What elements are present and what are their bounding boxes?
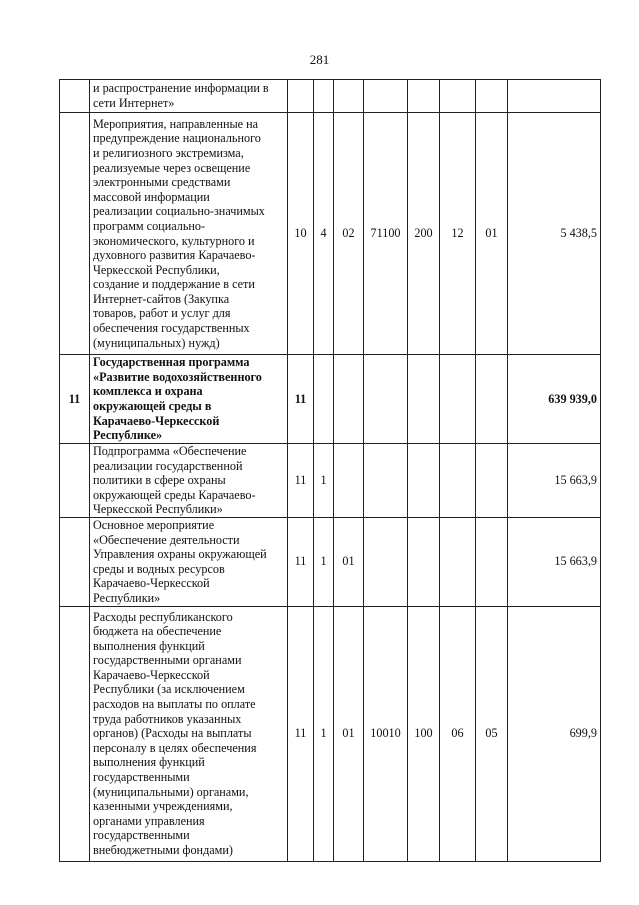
row-amount: 699,9 xyxy=(508,606,601,861)
code-column-7 xyxy=(476,355,508,444)
code-column-4 xyxy=(364,355,408,444)
code-column-7: 05 xyxy=(476,606,508,861)
code-column-2 xyxy=(314,355,334,444)
code-column-7 xyxy=(476,518,508,607)
page-number: 281 xyxy=(309,52,330,67)
code-column-4: 10010 xyxy=(364,606,408,861)
code-column-3 xyxy=(334,444,364,518)
row-number xyxy=(60,80,90,113)
code-column-4 xyxy=(364,444,408,518)
code-column-5 xyxy=(408,355,440,444)
code-column-2: 1 xyxy=(314,444,334,518)
code-column-3: 02 xyxy=(334,113,364,355)
row-number xyxy=(60,444,90,518)
row-number: 11 xyxy=(60,355,90,444)
code-column-5 xyxy=(408,444,440,518)
code-column-2 xyxy=(314,80,334,113)
row-amount: 15 663,9 xyxy=(508,518,601,607)
code-column-3: 01 xyxy=(334,518,364,607)
code-column-6 xyxy=(440,518,476,607)
code-column-6 xyxy=(440,80,476,113)
code-column-2: 1 xyxy=(314,606,334,861)
code-column-1: 11 xyxy=(288,355,314,444)
code-column-2: 1 xyxy=(314,518,334,607)
code-column-1 xyxy=(288,80,314,113)
code-column-6: 12 xyxy=(440,113,476,355)
row-amount: 5 438,5 xyxy=(508,113,601,355)
row-description: Подпрограмма «Обеспечение реализации государственной политики в сфере охраны окружающей среды Карачаево- Черкесской Республики» xyxy=(90,444,288,518)
code-column-6: 06 xyxy=(440,606,476,861)
row-description: Мероприятия, направленные на предупреждение национального и религиозного экстремизма, реализуемые через освещение электронными средствами массовой информации реализации социально-значимых программ социально- экономического, культурного и духовного развития Карачаево- Черкесской Республики, создание и поддержание в сети Интернет-сайтов (Закупка товаров, работ и услуг для обеспечения государственных (муниципальных) нужд) xyxy=(90,113,288,355)
code-column-5 xyxy=(408,518,440,607)
code-column-3 xyxy=(334,355,364,444)
code-column-7 xyxy=(476,80,508,113)
code-column-5: 100 xyxy=(408,606,440,861)
row-description: Основное мероприятие «Обеспечение деятельности Управления охраны окружающей среды и водных ресурсов Карачаево-Черкесской Республики» xyxy=(90,518,288,607)
code-column-5: 200 xyxy=(408,113,440,355)
table-row xyxy=(60,606,601,861)
code-column-1: 11 xyxy=(288,444,314,518)
code-column-3: 01 xyxy=(334,606,364,861)
row-description: Расходы республиканского бюджета на обеспечение выполнения функций государственными органами Карачаево-Черкесской Республики (за исключением расходов на выплаты по оплате труда работников указанных органов) (Расходы на выплаты персоналу в целях обеспечения выполнения функций государственными (муниципальными) органами, казенными учреждениями, органами управления государственными внебюджетными фондами) xyxy=(90,606,288,861)
code-column-4: 71100 xyxy=(364,113,408,355)
row-description: Государственная программа «Развитие водохозяйственного комплекса и охрана окружающей среды в Карачаево-Черкесской Республике» xyxy=(90,355,288,444)
row-description: и распространение информации в сети Интернет» xyxy=(90,80,288,113)
code-column-4 xyxy=(364,80,408,113)
budget-table xyxy=(59,79,601,862)
code-column-2: 4 xyxy=(314,113,334,355)
row-amount: 639 939,0 xyxy=(508,355,601,444)
code-column-6 xyxy=(440,444,476,518)
code-column-1: 10 xyxy=(288,113,314,355)
code-column-7: 01 xyxy=(476,113,508,355)
code-column-1: 11 xyxy=(288,606,314,861)
table-row xyxy=(60,355,601,444)
row-number xyxy=(60,518,90,607)
row-amount xyxy=(508,80,601,113)
row-amount: 15 663,9 xyxy=(508,444,601,518)
row-number xyxy=(60,113,90,355)
row-number xyxy=(60,606,90,861)
code-column-6 xyxy=(440,355,476,444)
table-row xyxy=(60,80,601,113)
code-column-1: 11 xyxy=(288,518,314,607)
code-column-4 xyxy=(364,518,408,607)
code-column-5 xyxy=(408,80,440,113)
table-row xyxy=(60,444,601,518)
code-column-3 xyxy=(334,80,364,113)
table-row xyxy=(60,518,601,607)
table-row xyxy=(60,113,601,355)
code-column-7 xyxy=(476,444,508,518)
